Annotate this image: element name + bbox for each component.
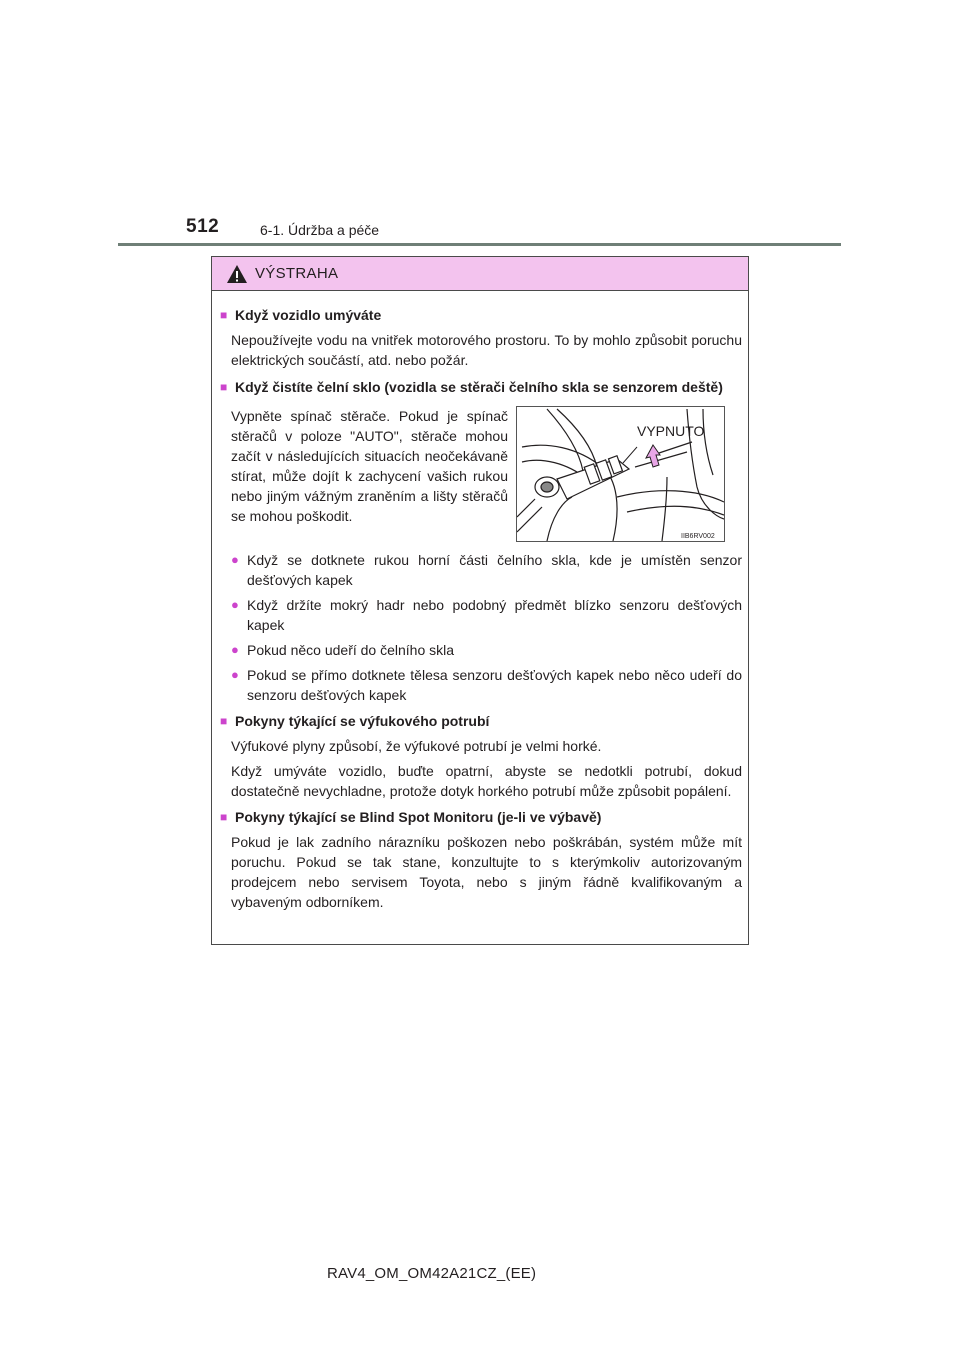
paragraph: Vypněte spínač stěrače. Pokud je spínač stěračů v poloze "AUTO", stěrače mohou začít v následujících situacích neočekávaně stírat, může dojít k zachycení vašich rukou nebo jiným vážným zraněním a lišty stěračů se mohou poškodit. [231,408,508,524]
section-heading-text: Pokyny týkající se výfukového potrubí [235,713,490,729]
header-rule [118,243,841,246]
paragraph: Výfukové plyny způsobí, že výfukové potrubí je velmi horké. [231,738,602,754]
list-item [231,595,742,635]
list-item [231,665,742,705]
wiper-switch-figure [516,406,725,542]
list-item [231,640,742,660]
figure-label: VYPNUTO [637,423,705,439]
warning-header [212,257,748,291]
page-number: 512 [186,216,220,237]
list-item-text: Pokud něco udeří do čelního skla [247,642,455,658]
list-item-text: Pokud se přímo dotknete tělesa senzoru dešťových kapek nebo něco udeří do senzoru dešťových kapek [247,667,742,703]
circle-bullet-icon: ● [231,642,239,657]
section-heading [220,807,742,827]
figure-row [231,406,742,542]
circle-bullet-icon: ● [231,667,239,682]
section-heading [220,305,742,325]
circle-bullet-icon: ● [231,552,239,567]
paragraph: Když umýváte vozidlo, buďte opatrní, abyste se nedotkli potrubí, dokud dostatečně nevychladne, protože dotyk horkého potrubí může způsobit popálení. [231,763,742,799]
square-bullet-icon: ■ [220,810,228,824]
warning-title: VÝSTRAHA [255,265,339,282]
section-title: 6-1. Údržba a péče [260,222,380,238]
list-item-text: Když se dotknete rukou horní části čelního skla, kde je umístěn senzor dešťových kapek [247,552,742,588]
list-item-text: Když držíte mokrý hadr nebo podobný předmět blízko senzoru dešťových kapek [247,597,742,633]
list-item [231,550,742,590]
warning-box [211,256,749,945]
figure-code: IIB6RV002 [681,533,715,540]
square-bullet-icon: ■ [220,380,228,394]
warning-triangle-icon [226,264,248,284]
section-heading [220,377,742,397]
paragraph: Pokud je lak zadního nárazníku poškozen nebo poškrábán, systém může mít poruchu. Pokud se tak stane, konzultujte to s kterýmkoliv autorizovaným prodejcem nebo servisem Toyota, nebo s jiným řádně kvalifikovaným a vybaveným odborníkem. [231,834,742,910]
section-heading-text: Když čistíte čelní sklo (vozidla se stěrači čelního skla se senzorem deště) [235,379,723,395]
section-heading-text: Když vozidlo umýváte [235,307,382,323]
document-code: RAV4_OM_OM42A21CZ_(EE) [327,1265,537,1282]
square-bullet-icon: ■ [220,308,228,322]
section-heading [220,711,742,731]
paragraph: Nepoužívejte vodu na vnitřek motorového prostoru. To by mohlo způsobit poruchu elektrických součástí, atd. nebo požár. [231,332,742,368]
section-heading-text: Pokyny týkající se Blind Spot Monitoru (je-li ve výbavě) [235,809,602,825]
square-bullet-icon: ■ [220,714,228,728]
warning-content [212,291,748,912]
circle-bullet-icon: ● [231,597,239,612]
